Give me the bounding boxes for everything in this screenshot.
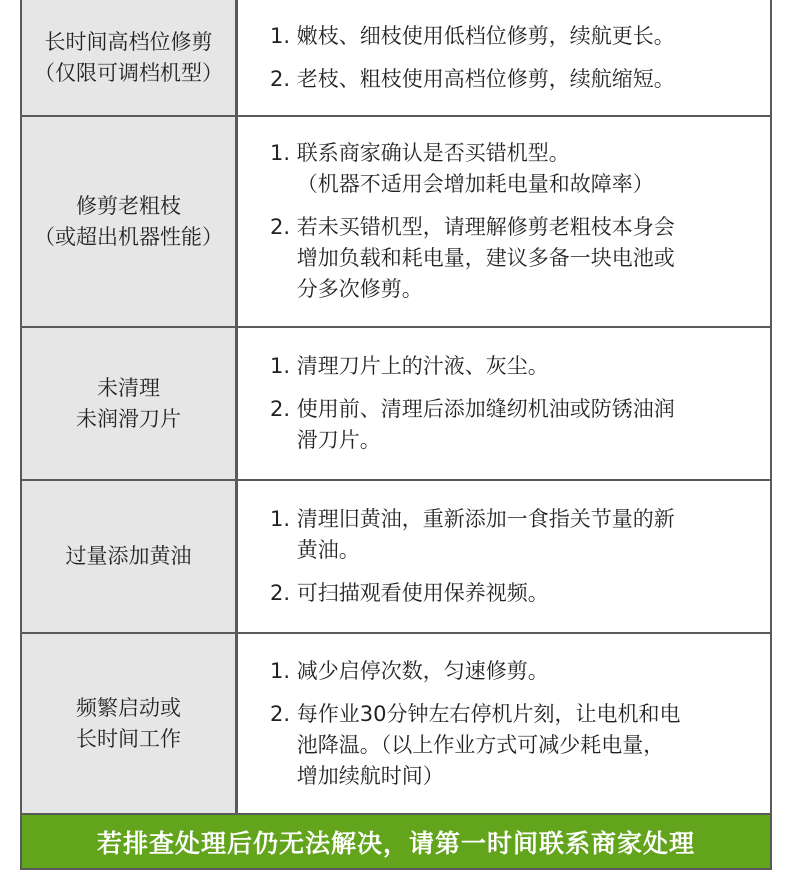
cause-line: 长时间工作 [76,726,181,751]
item-line: 清理刀片上的汁液、灰尘。 [296,354,549,378]
item-number: 1. [270,141,297,165]
item-number: 2. [270,581,297,605]
solution-item [270,394,754,456]
solution-item [270,656,754,687]
item-number: 1. [270,658,297,683]
cause-line: 修剪老粗枝 [76,193,181,218]
cause-line: 未润滑刀片 [76,406,181,431]
item-line: 若未买错机型，请理解修剪老粗枝本身会 [296,215,675,239]
item-line: 黄油。 [296,538,360,562]
item-line: 可扫描观看使用保养视频。 [296,581,549,605]
solution-item [270,21,754,52]
contact-seller-banner: 若排查处理后仍无法解决，请第一时间联系商家处理 [22,815,770,868]
cause-line: 长时间高档位修剪 [44,29,213,54]
cause-line: 频繁启动或 [76,695,181,720]
solution-item [270,504,754,566]
table-row [22,117,770,328]
cause-line: 过量添加黄油 [65,544,192,568]
table-row [22,0,770,117]
item-line: 分多次修剪。 [296,277,423,301]
item-line: 联系商家确认是否买错机型。 [296,141,570,165]
solution-cell [238,0,770,115]
troubleshooting-table [20,0,772,870]
table-row [22,634,770,815]
item-line: 增加负载和耗电量，建议多备一块电池或 [296,246,675,270]
solution-item [270,138,754,200]
item-number: 2. [270,66,297,91]
cause-cell [22,481,238,632]
solution-item [270,578,754,609]
table-row [22,481,770,634]
solution-item [270,699,754,792]
item-line: 每作业30分钟左右停机片刻，让电机和电 [296,701,681,726]
item-line: 减少启停次数，匀速修剪。 [296,658,549,683]
item-line: 清理旧黄油，重新添加一食指关节量的新 [296,507,675,531]
item-number: 2. [270,397,297,421]
cause-cell [22,0,238,115]
item-line: 增加续航时间） [296,763,444,788]
item-line: 滑刀片。 [296,428,381,452]
cause-line: 未清理 [97,375,160,400]
item-line: 嫩枝、细枝使用低档位修剪，续航更长。 [296,23,675,48]
cause-line: （仅限可调档机型） [34,60,223,85]
cause-cell [22,328,238,479]
item-number: 1. [270,23,297,48]
item-number: 2. [270,701,297,726]
solution-cell [238,634,770,813]
item-line: 老枝、粗枝使用高档位修剪，续航缩短。 [296,66,675,91]
solution-item [270,212,754,305]
table-row [22,328,770,481]
solution-cell [238,481,770,632]
item-line: （机器不适用会增加耗电量和故障率） [296,172,654,196]
item-number: 2. [270,215,297,239]
solution-cell [238,117,770,326]
item-line: 池降温。（以上作业方式可减少耗电量， [296,732,665,757]
solution-item [270,64,754,95]
solution-item [270,351,754,382]
cause-cell [22,634,238,813]
item-number: 1. [270,354,297,378]
item-number: 1. [270,507,297,531]
solution-cell [238,328,770,479]
item-line: 使用前、清理后添加缝纫机油或防锈油润 [296,397,675,421]
cause-cell [22,117,238,326]
cause-line: （或超出机器性能） [34,224,223,249]
